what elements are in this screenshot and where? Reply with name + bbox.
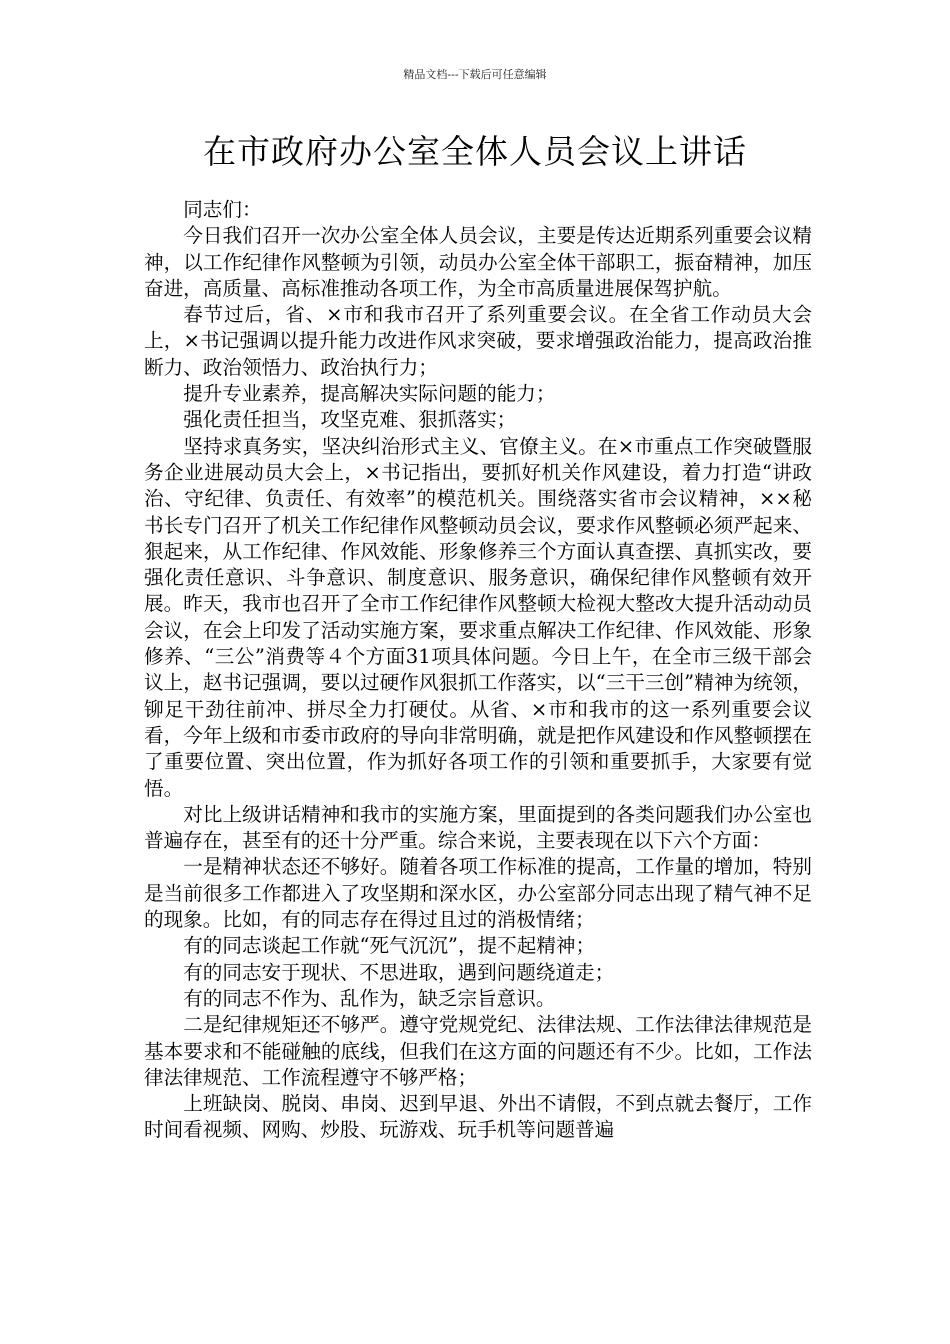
paragraph: 春节过后，省、×市和我市召开了系列重要会议。在全省工作动员大会上，×书记强调以提升能力改进作风求突破，要求增强政治能力，提高政治推断力、政治领悟力、政治执行力；	[144, 303, 812, 379]
paragraph: 有的同志安于现状、不思进取，遇到问题绕道走；	[183, 960, 615, 984]
salutation: 同志们：	[183, 198, 262, 221]
paragraph: 一是精神状态还不够好。随着各项工作标准的提高，工作量的增加，特别是当前很多工作都进入了攻坚期和深水区，办公室部分同志出现了精气神不足的现象。比如，有的同志存在得过且过的消极情绪；	[144, 855, 812, 932]
paragraph: 二是纪律规矩还不够严。遵守党规党纪、法律法规、工作法律法律规范是基本要求和不能碰触的底线，但我们在这方面的问题还有不少。比如，工作法律法律规范、工作流程遵守不够严格；	[144, 1013, 812, 1089]
paragraph: 提升专业素养，提高解决实际问题的能力；	[183, 382, 556, 406]
paragraph: 今日我们召开一次办公室全体人员会议，主要是传达近期系列重要会议精神，以工作纪律作风整顿为引领，动员办公室全体干部职工，振奋精神，加压奋进，高质量、高标准推动各项工作，为全市高质量进展保驾护航。	[144, 224, 812, 300]
header-note: 精品文档---下载后可任意编辑	[403, 68, 547, 81]
document-title: 在市政府办公室全体人员会议上讲话	[203, 132, 747, 171]
paragraph: 强化责任担当，攻坚克难、狠抓落实；	[183, 408, 517, 432]
document-body	[144, 197, 812, 1144]
paragraph: 有的同志谈起工作就“死气沉沉”，提不起精神；	[183, 934, 596, 958]
paragraph: 对比上级讲话精神和我市的实施方案，里面提到的各类问题我们办公室也普遍存在，甚至有的还十分严重。综合来说，主要表现在以下六个方面：	[144, 802, 812, 853]
paragraph: 坚持求真务实，坚决纠治形式主义、官僚主义。在×市重点工作突破暨服务企业进展动员大会上，×书记指出，要抓好机关作风建设，着力打造“讲政治、守纪律、负责任、有效率”的模范机关。围绕落实省市会议精神，××秘书长专门召开了机关工作纪律作风整顿动员会议，要求作风整顿必须严起来、狠起来，从工作纪律、作风效能、形象修养三个方面认真查摆、真抓实改，要强化责任意识、斗争意识、制度意识、服务意识，确保纪律作风整顿有效开展。昨天，我市也召开了全市工作纪律作风整顿大检视大整改大提升活动动员会议，在会上印发了活动实施方案，要求重点解决工作纪律、作风效能、形象修养、“三公”消费等４个方面31项具体问题。今日上午，在全市三级干部会议上，赵书记强调，要以过硬作风狠抓工作落实，以“三干三创”精神为统领，铆足干劲往前冲、拼尽全力打硬仗。从省、×市和我市的这一系列重要会议看，今年上级和市委市政府的导向非常明确，就是把作风建设和作风整顿摆在了重要位置、突出位置，作为抓好各项工作的引领和重要抓手，大家要有觉悟。	[144, 434, 812, 800]
paragraph: 有的同志不作为、乱作为，缺乏宗旨意识。	[183, 986, 556, 1010]
paragraph: 上班缺岗、脱岗、串岗、迟到早退、外出不请假，不到点就去餐厅，工作时间看视频、网购、炒股、玩游戏、玩手机等问题普遍	[144, 1092, 812, 1142]
